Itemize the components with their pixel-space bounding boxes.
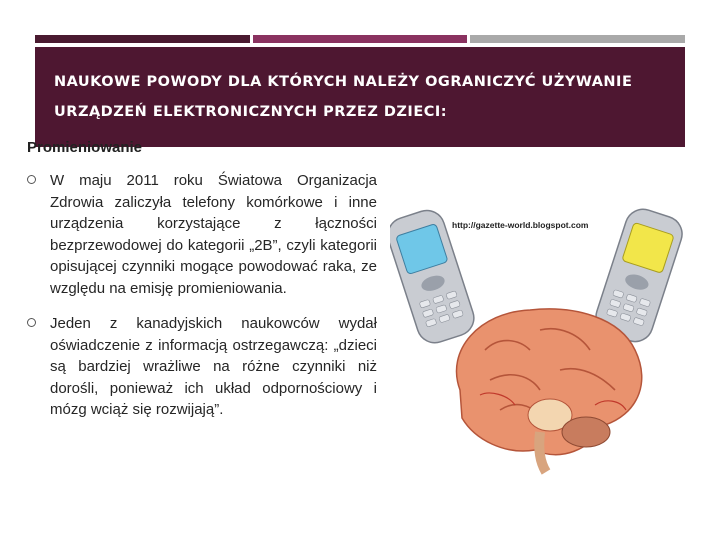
section-heading: Promieniowanie (27, 139, 143, 156)
slide-title (54, 67, 674, 127)
bullet-item (27, 313, 377, 421)
slide-title-line-1: NAUKOWE POWODY DLA KTÓRYCH NALEŻY OGRANICZYĆ UŻYWANIE (54, 74, 633, 90)
decorative-stripe-magenta (253, 35, 467, 43)
decorative-stripe-dark (35, 35, 250, 43)
bullet-list (27, 170, 377, 435)
phones-and-brain-illustration (390, 200, 690, 480)
slide-title-line-2: URZĄDZEŃ ELEKTRONICZNYCH PRZEZ DZIECI: (54, 104, 448, 120)
title-bar (35, 47, 685, 147)
circle-bullet-icon (27, 318, 36, 327)
bullet-text: W maju 2011 roku Światowa Organizacja Zdrowia zaliczyła telefony komórkowe i inne urządzenia korzystające z łączności bezprzewodowej do kategorii „2B”, czyli kategorii opisującej czynniki mogące powodować raka, ze względu na emisję promieniowania. (50, 172, 377, 297)
bullet-text: Jeden z kanadyjskich naukowców wydał oświadczenie z informacją ostrzegawczą: „dzieci są bardziej wrażliwe na różne czynniki niż dorośli, ponieważ ich układ odpornościowy i mózg wciąż się rozwijają”. (50, 315, 377, 418)
circle-bullet-icon (27, 175, 36, 184)
brain-image (456, 309, 641, 472)
source-url-text: http://gazette-world.blogspot.com (452, 220, 589, 230)
decorative-stripe-gray (470, 35, 685, 43)
bullet-item (27, 170, 377, 299)
